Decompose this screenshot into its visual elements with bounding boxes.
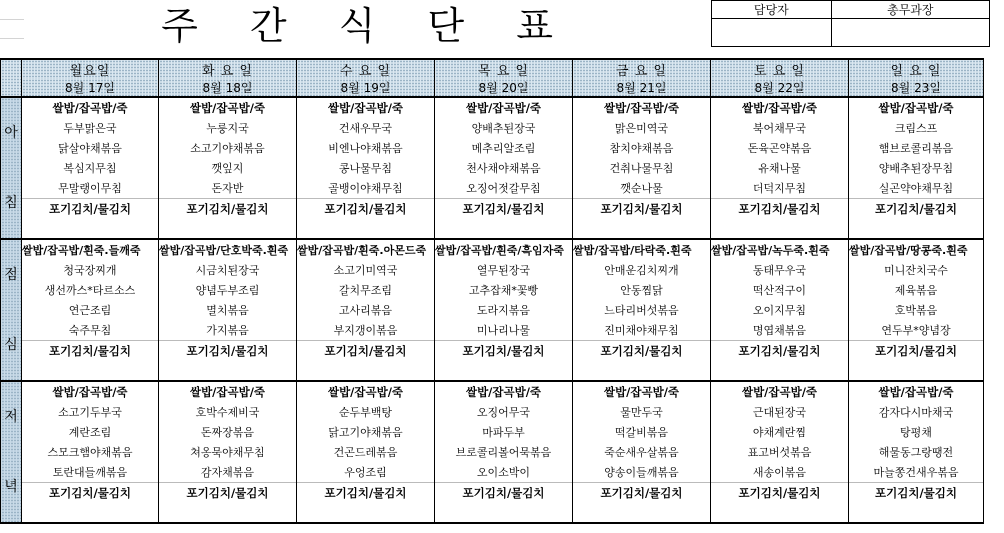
meal-label-top: 저	[4, 409, 18, 425]
menu-item: 유채나물	[711, 158, 849, 178]
menu-item: 열무된장국	[435, 260, 573, 280]
menu-item: 연근조림	[22, 300, 159, 320]
menu-item: 포기김치/물김치	[573, 341, 711, 362]
menu-item: 물만두국	[573, 402, 711, 422]
menu-item: 포기김치/물김치	[711, 341, 849, 362]
menu-row	[1, 320, 984, 341]
date-row	[1, 79, 984, 97]
menu-item: 양념두부조림	[159, 280, 297, 300]
page-title: 주 간 식 단 표	[161, 4, 573, 48]
blank-cell	[297, 219, 435, 239]
menu-item: 갈치무조림	[297, 280, 435, 300]
menu-item: 토란대들깨볶음	[22, 462, 159, 483]
menu-item: 시금치된장국	[159, 260, 297, 280]
meal-label-top: 점	[4, 267, 18, 283]
menu-item: 고사리볶음	[297, 300, 435, 320]
sheet-gridline	[0, 38, 24, 39]
menu-item: 느타리버섯볶음	[573, 300, 711, 320]
menu-item: 포기김치/물김치	[435, 341, 573, 362]
menu-item: 탕평채	[849, 422, 984, 442]
approval-sign-staff[interactable]	[712, 19, 832, 47]
menu-item: 포기김치/물김치	[22, 483, 159, 504]
menu-item: 표고버섯볶음	[711, 442, 849, 462]
meal-label	[1, 239, 22, 381]
meal-label	[1, 381, 22, 523]
blank-cell	[711, 361, 849, 381]
menu-row	[1, 260, 984, 280]
menu-item: 쌀밥/잡곡밥/죽	[573, 97, 711, 118]
blank-cell	[711, 503, 849, 523]
blank-cell	[435, 361, 573, 381]
menu-item: 안동찜닭	[573, 280, 711, 300]
blank-cell	[435, 503, 573, 523]
approval-label-staff: 담당자	[712, 1, 832, 19]
menu-row	[1, 158, 984, 178]
menu-item: 포기김치/물김치	[22, 199, 159, 220]
menu-item: 제육볶음	[849, 280, 984, 300]
menu-item: 건곤드레볶음	[297, 442, 435, 462]
menu-item: 닭살야채볶음	[22, 138, 159, 158]
menu-item: 깻순나물	[573, 178, 711, 199]
blank-cell	[711, 219, 849, 239]
blank-cell	[22, 219, 159, 239]
day-date: 8월 22일	[711, 79, 849, 97]
menu-item: 맑은미역국	[573, 118, 711, 138]
menu-item: 쌀밥/잡곡밥/땅콩죽.흰죽	[849, 239, 984, 260]
menu-item: 메추리알조림	[435, 138, 573, 158]
menu-row	[1, 462, 984, 483]
menu-row	[1, 422, 984, 442]
menu-item: 숙주무침	[22, 320, 159, 341]
approval-box	[711, 0, 1004, 47]
menu-item: 양송이들깨볶음	[573, 462, 711, 483]
menu-item: 떡갈비볶음	[573, 422, 711, 442]
menu-item: 돈자반	[159, 178, 297, 199]
blank-cell	[573, 503, 711, 523]
menu-item: 호박볶음	[849, 300, 984, 320]
sheet-gridline	[0, 19, 24, 20]
menu-item: 쌀밥/잡곡밥/죽	[435, 97, 573, 118]
menu-item: 누룽지국	[159, 118, 297, 138]
menu-item: 쌀밥/잡곡밥/죽	[159, 97, 297, 118]
menu-item: 쌀밥/잡곡밥/죽	[849, 381, 984, 402]
menu-item: 명엽채볶음	[711, 320, 849, 341]
menu-item: 쌀밥/잡곡밥/흰죽.아몬드죽	[297, 239, 435, 260]
menu-item: 죽순새우살볶음	[573, 442, 711, 462]
menu-item: 포기김치/물김치	[297, 341, 435, 362]
menu-item: 포기김치/물김치	[22, 341, 159, 362]
day-name: 목 요 일	[435, 59, 573, 79]
menu-item: 포기김치/물김치	[297, 483, 435, 504]
day-date: 8월 23일	[849, 79, 984, 97]
menu-item: 양배추된장무침	[849, 158, 984, 178]
menu-item: 순두부백탕	[297, 402, 435, 422]
menu-row	[1, 178, 984, 199]
menu-item: 쌀밥/잡곡밥/죽	[435, 381, 573, 402]
menu-item: 쌀밥/잡곡밥/흰죽/흑임자죽	[435, 239, 573, 260]
menu-item: 오이지무침	[711, 300, 849, 320]
menu-item: 계란조림	[22, 422, 159, 442]
menu-item: 쌀밥/잡곡밥/단호박죽.흰죽	[159, 239, 297, 260]
menu-row	[1, 381, 984, 402]
blank-cell	[435, 219, 573, 239]
menu-item: 브로콜리볼어묵볶음	[435, 442, 573, 462]
menu-item: 야채계란찜	[711, 422, 849, 442]
menu-item: 포기김치/물김치	[159, 341, 297, 362]
corner-cell	[1, 59, 22, 97]
menu-item: 햄브로콜리볶음	[849, 138, 984, 158]
menu-item: 포기김치/물김치	[849, 341, 984, 362]
menu-item: 부지갱이볶음	[297, 320, 435, 341]
menu-item: 실곤약야채무침	[849, 178, 984, 199]
menu-item: 비엔나야채볶음	[297, 138, 435, 158]
approval-sign-manager[interactable]	[831, 19, 989, 47]
weekly-menu-table	[0, 58, 984, 524]
menu-item: 감자다시마채국	[849, 402, 984, 422]
menu-item: 건새우무국	[297, 118, 435, 138]
menu-item: 쌀밥/잡곡밥/녹두죽.흰죽	[711, 239, 849, 260]
menu-row	[1, 442, 984, 462]
menu-row	[1, 300, 984, 320]
menu-item: 도라지볶음	[435, 300, 573, 320]
menu-item: 천사채야채볶음	[435, 158, 573, 178]
menu-item: 포기김치/물김치	[159, 199, 297, 220]
menu-item: 콩나물무침	[297, 158, 435, 178]
menu-item: 쌀밥/잡곡밥/죽	[22, 381, 159, 402]
blank-cell	[297, 361, 435, 381]
menu-item: 마파두부	[435, 422, 573, 442]
menu-item: 포기김치/물김치	[711, 199, 849, 220]
blank-cell	[849, 219, 984, 239]
menu-item: 쌀밥/잡곡밥/죽	[297, 381, 435, 402]
menu-item: 쌀밥/잡곡밥/죽	[711, 381, 849, 402]
menu-item: 쌀밥/잡곡밥/죽	[22, 97, 159, 118]
menu-item: 소고기야채볶음	[159, 138, 297, 158]
menu-item: 미나리나물	[435, 320, 573, 341]
menu-item: 쌀밥/잡곡밥/타락죽.흰죽	[573, 239, 711, 260]
menu-item: 복심지무침	[22, 158, 159, 178]
menu-item: 쌀밥/잡곡밥/죽	[849, 97, 984, 118]
meal-label	[1, 97, 22, 239]
day-date: 8월 18일	[159, 79, 297, 97]
menu-item: 포기김치/물김치	[159, 483, 297, 504]
menu-row	[1, 361, 984, 381]
menu-item: 포기김치/물김치	[849, 483, 984, 504]
menu-row	[1, 503, 984, 523]
blank-cell	[573, 219, 711, 239]
menu-item: 소고기미역국	[297, 260, 435, 280]
menu-item: 연두부*양념장	[849, 320, 984, 341]
menu-item: 참치야채볶음	[573, 138, 711, 158]
menu-row	[1, 138, 984, 158]
menu-item: 고추잡채*꽃빵	[435, 280, 573, 300]
day-date: 8월 19일	[297, 79, 435, 97]
menu-item: 쌀밥/잡곡밥/죽	[297, 97, 435, 118]
menu-row	[1, 341, 984, 362]
menu-item: 동태무우국	[711, 260, 849, 280]
blank-cell	[159, 219, 297, 239]
day-date: 8월 20일	[435, 79, 573, 97]
menu-item: 쌀밥/잡곡밥/죽	[573, 381, 711, 402]
approval-label-manager: 총무과장	[831, 1, 989, 19]
menu-item: 오징어무국	[435, 402, 573, 422]
menu-item: 멸치볶음	[159, 300, 297, 320]
menu-item: 포기김치/물김치	[435, 483, 573, 504]
menu-item: 안매운김치찌개	[573, 260, 711, 280]
meal-label-bottom: 침	[4, 195, 18, 211]
menu-item: 소고기두부국	[22, 402, 159, 422]
menu-item: 골뱅이야채무침	[297, 178, 435, 199]
blank-cell	[573, 361, 711, 381]
blank-cell	[22, 503, 159, 523]
menu-item: 크림스프	[849, 118, 984, 138]
menu-row	[1, 118, 984, 138]
menu-item: 돈육곤약볶음	[711, 138, 849, 158]
menu-item: 스모크햄야채볶음	[22, 442, 159, 462]
menu-item: 생선까스*타르소스	[22, 280, 159, 300]
menu-row	[1, 219, 984, 239]
day-date: 8월 21일	[573, 79, 711, 97]
day-name: 화 요 일	[159, 59, 297, 79]
blank-cell	[849, 503, 984, 523]
menu-item: 호박수제비국	[159, 402, 297, 422]
menu-item: 미니잔치국수	[849, 260, 984, 280]
menu-item: 우엉조림	[297, 462, 435, 483]
day-name: 금 요 일	[573, 59, 711, 79]
menu-item: 북어채무국	[711, 118, 849, 138]
menu-item: 포기김치/물김치	[297, 199, 435, 220]
menu-item: 포기김치/물김치	[573, 483, 711, 504]
menu-item: 무말랭이무침	[22, 178, 159, 199]
menu-item: 두부맑은국	[22, 118, 159, 138]
blank-cell	[22, 361, 159, 381]
meal-label-top: 아	[4, 125, 18, 141]
menu-row	[1, 402, 984, 422]
menu-item: 포기김치/물김치	[435, 199, 573, 220]
menu-item: 쌀밥/잡곡밥/흰죽.들깨죽	[22, 239, 159, 260]
blank-cell	[297, 503, 435, 523]
blank-cell	[159, 361, 297, 381]
menu-item: 깻잎지	[159, 158, 297, 178]
menu-grid	[0, 58, 984, 524]
menu-item: 양배추된장국	[435, 118, 573, 138]
blank-cell	[159, 503, 297, 523]
menu-item: 떡산적구이	[711, 280, 849, 300]
menu-row	[1, 97, 984, 118]
menu-item: 쌀밥/잡곡밥/죽	[711, 97, 849, 118]
menu-item: 더덕지무침	[711, 178, 849, 199]
menu-item: 새송이볶음	[711, 462, 849, 483]
menu-item: 건취나물무침	[573, 158, 711, 178]
menu-item: 감자채볶음	[159, 462, 297, 483]
menu-item: 닭고기야채볶음	[297, 422, 435, 442]
meal-label-bottom: 심	[4, 337, 18, 353]
menu-item: 포기김치/물김치	[573, 199, 711, 220]
menu-item: 쌀밥/잡곡밥/죽	[159, 381, 297, 402]
menu-row	[1, 483, 984, 504]
day-name: 월요일	[22, 59, 159, 79]
blank-cell	[849, 361, 984, 381]
menu-item: 오징어젓갈무침	[435, 178, 573, 199]
menu-item: 진미채야채무침	[573, 320, 711, 341]
menu-item: 쳐옹묵야채무침	[159, 442, 297, 462]
menu-item: 포기김치/물김치	[711, 483, 849, 504]
day-name-row	[1, 59, 984, 79]
menu-item: 가지볶음	[159, 320, 297, 341]
menu-item: 포기김치/물김치	[849, 199, 984, 220]
menu-row	[1, 199, 984, 220]
day-name: 토 요 일	[711, 59, 849, 79]
meal-label-bottom: 녁	[4, 479, 18, 495]
day-name: 일 요 일	[849, 59, 984, 79]
menu-item: 오이소박이	[435, 462, 573, 483]
day-date: 8월 17일	[22, 79, 159, 97]
day-name: 수 요 일	[297, 59, 435, 79]
menu-item: 돈짜장볶음	[159, 422, 297, 442]
menu-row	[1, 239, 984, 260]
menu-item: 청국장찌개	[22, 260, 159, 280]
menu-item: 해물동그랑땡전	[849, 442, 984, 462]
menu-item: 근대된장국	[711, 402, 849, 422]
menu-row	[1, 280, 984, 300]
menu-item: 마늘쫑건새우볶음	[849, 462, 984, 483]
